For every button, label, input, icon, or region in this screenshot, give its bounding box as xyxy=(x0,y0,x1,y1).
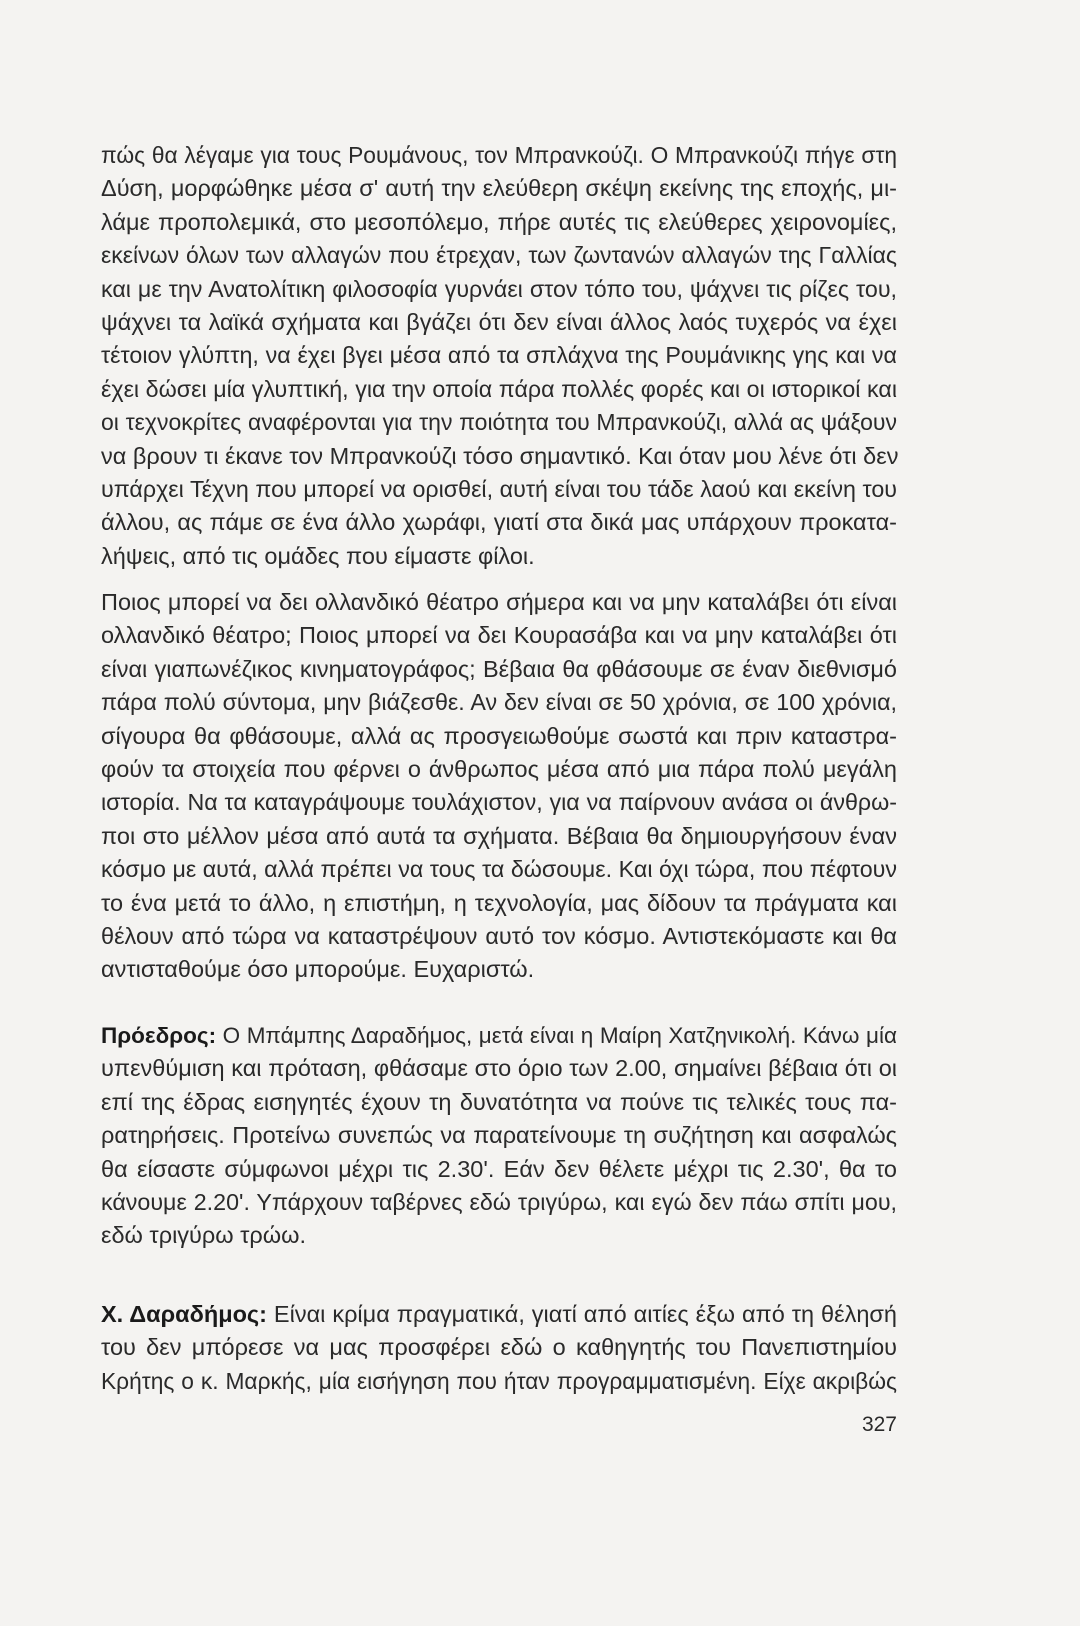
speech-text: Ο Μπάμπης Δαραδήμος, μετά είναι η Μαίρη Χατζηνικολή. Κάνω μία xyxy=(216,1023,897,1048)
text-line: επί της έδρας εισηγητές έχουν τη δυνατότητα να πούνε τις τελικές τους πα- xyxy=(101,1088,897,1115)
text-line: Δύση, μορφώθηκε μέσα σ' αυτή την ελεύθερη σκέψη εκείνης της εποχής, μι- xyxy=(101,175,897,202)
text-line: ρατηρήσεις. Προτείνω συνεπώς να παρατείνουμε τη συζήτηση και ασφαλώς xyxy=(101,1122,897,1149)
text-line: εδώ τριγύρω τρώω. xyxy=(101,1222,307,1249)
text-line: σίγουρα θα φθάσουμε, αλλά ας προσγειωθούμε σωστά και πριν καταστρα- xyxy=(101,722,897,749)
text-line: το ένα μετά το άλλο, η επιστήμη, η τεχνολογία, μας δίδουν τα πράγματα και xyxy=(101,889,897,916)
paragraph-1 xyxy=(101,139,897,573)
text-line: κόσμο με αυτά, αλλά πρέπει να τους τα δώσουμε. Και όχι τώρα, που πέφτουν xyxy=(101,856,897,883)
text-line: λάμε προπολεμικά, στο μεσοπόλεμο, πήρε αυτές τις ελεύθερες χειρονομίες, xyxy=(101,208,897,235)
text-line: οι τεχνοκρίτες αναφέρονται για την ποιότητα του Μπρανκούζι, αλλά ας ψάξουν xyxy=(101,409,897,436)
text-line: Ποιος μπορεί να δει ολλανδικό θέατρο σήμερα και να μην καταλάβει ότι είναι xyxy=(101,589,897,615)
speech-text: Είναι κρίμα πραγματικά, γιατί από αιτίες έξω από τη θέλησή xyxy=(266,1301,897,1327)
text-line: αντισταθούμε όσο μπορούμε. Ευχαριστώ. xyxy=(101,956,535,983)
text-line: του δεν μπόρεσε να μας προσφέρει εδώ ο καθηγητής του Πανεπιστημίου xyxy=(101,1334,897,1361)
text-line: είναι γιαπωνέζικος κινηματογράφος; Βέβαια θα φθάσουμε σε έναν διεθνισμό xyxy=(101,655,897,682)
text-line: εκείνων όλων των αλλαγών που έτρεχαν, των ζωντανών αλλαγών της Γαλλίας xyxy=(101,242,897,269)
text-line: ιστορία. Να τα καταγράψουμε τουλάχιστον, για να παίρνουν ανάσα οι άνθρω- xyxy=(101,789,897,816)
text-line: ποι στο μέλλον μέσα από αυτά τα σχήματα. Βέβαια θα δημιουργήσουν έναν xyxy=(101,822,897,849)
text-line: υπάρχει Τέχνη που μπορεί να ορισθεί, αυτή είναι του τάδε λαού και εκείνη του xyxy=(101,476,897,503)
text-line: πάρα πολύ σύντομα, μην βιάζεσθε. Αν δεν είναι σε 50 χρόνια, σε 100 χρόνια, xyxy=(101,689,897,716)
text-line: να βρουν τι έκανε τον Μπρανκούζι τόσο σημαντικό. Και όταν μου λένε ότι δεν xyxy=(101,442,899,469)
text-line: θέλουν από τώρα να καταστρέψουν αυτό τον κόσμο. Αντιστεκόμαστε και θα xyxy=(101,923,897,950)
text-line: έχει δώσει μία γλυπτική, για την οποία πάρα πολλές φορές και οι ιστορικοί και xyxy=(101,375,897,402)
paragraph-2 xyxy=(101,586,897,987)
page-number: 327 xyxy=(861,1413,897,1436)
paragraph-3 xyxy=(101,1019,897,1253)
text-line: υπενθύμιση και πρόταση, φθάσαμε στο όριο των 2.00, σημαίνει βέβαια ότι οι xyxy=(101,1055,897,1082)
text-line: πώς θα λέγαμε για τους Ρουμάνους, τον Μπρανκούζι. Ο Μπρανκούζι πήγε στη xyxy=(101,142,897,168)
text-line: ψάχνει τα λαϊκά σχήματα και βγάζει ότι δεν είναι άλλος λαός τυχερός να έχει xyxy=(101,309,897,336)
text-line: θα είσαστε σύμφωνοι μέχρι τις 2.30'. Εάν δεν θέλετε μέχρι τις 2.30', θα το xyxy=(101,1155,897,1182)
text-line: λήψεις, από τις ομάδες που είμαστε φίλοι. xyxy=(101,542,535,569)
text-line xyxy=(101,1298,897,1331)
text-line: φούν τα στοιχεία που φέρνει ο άνθρωπος μέσα από μια πάρα πολύ μεγάλη xyxy=(101,756,897,783)
text-line xyxy=(101,1019,897,1052)
speaker-name: Πρόεδρος: xyxy=(101,1023,217,1048)
text-line: κάνουμε 2.20'. Υπάρχουν ταβέρνες εδώ τριγύρω, και εγώ δεν πάω σπίτι μου, xyxy=(101,1189,897,1216)
text-line: άλλου, ας πάμε σε ένα άλλο χωράφι, γιατί στα δικά μας υπάρχουν προκατα- xyxy=(101,509,897,536)
paragraph-4 xyxy=(101,1298,897,1398)
text-line: Κρήτης ο κ. Μαρκής, μία εισήγηση που ήταν προγραμματισμένη. Είχε ακριβώς xyxy=(101,1367,897,1394)
text-line: και με την Ανατολίτικη φιλοσοφία γυρνάει στον τόπο του, ψάχνει τις ρίζες του, xyxy=(101,275,897,302)
speaker-name: Χ. Δαραδήμος: xyxy=(101,1301,267,1327)
text-line: ολλανδικό θέατρο; Ποιος μπορεί να δει Κουρασάβα και να μην καταλάβει ότι xyxy=(101,622,897,649)
text-line: τέτοιον γλύπτη, να έχει βγει μέσα από τα σπλάχνα της Ρουμάνικης γης και να xyxy=(101,342,897,369)
